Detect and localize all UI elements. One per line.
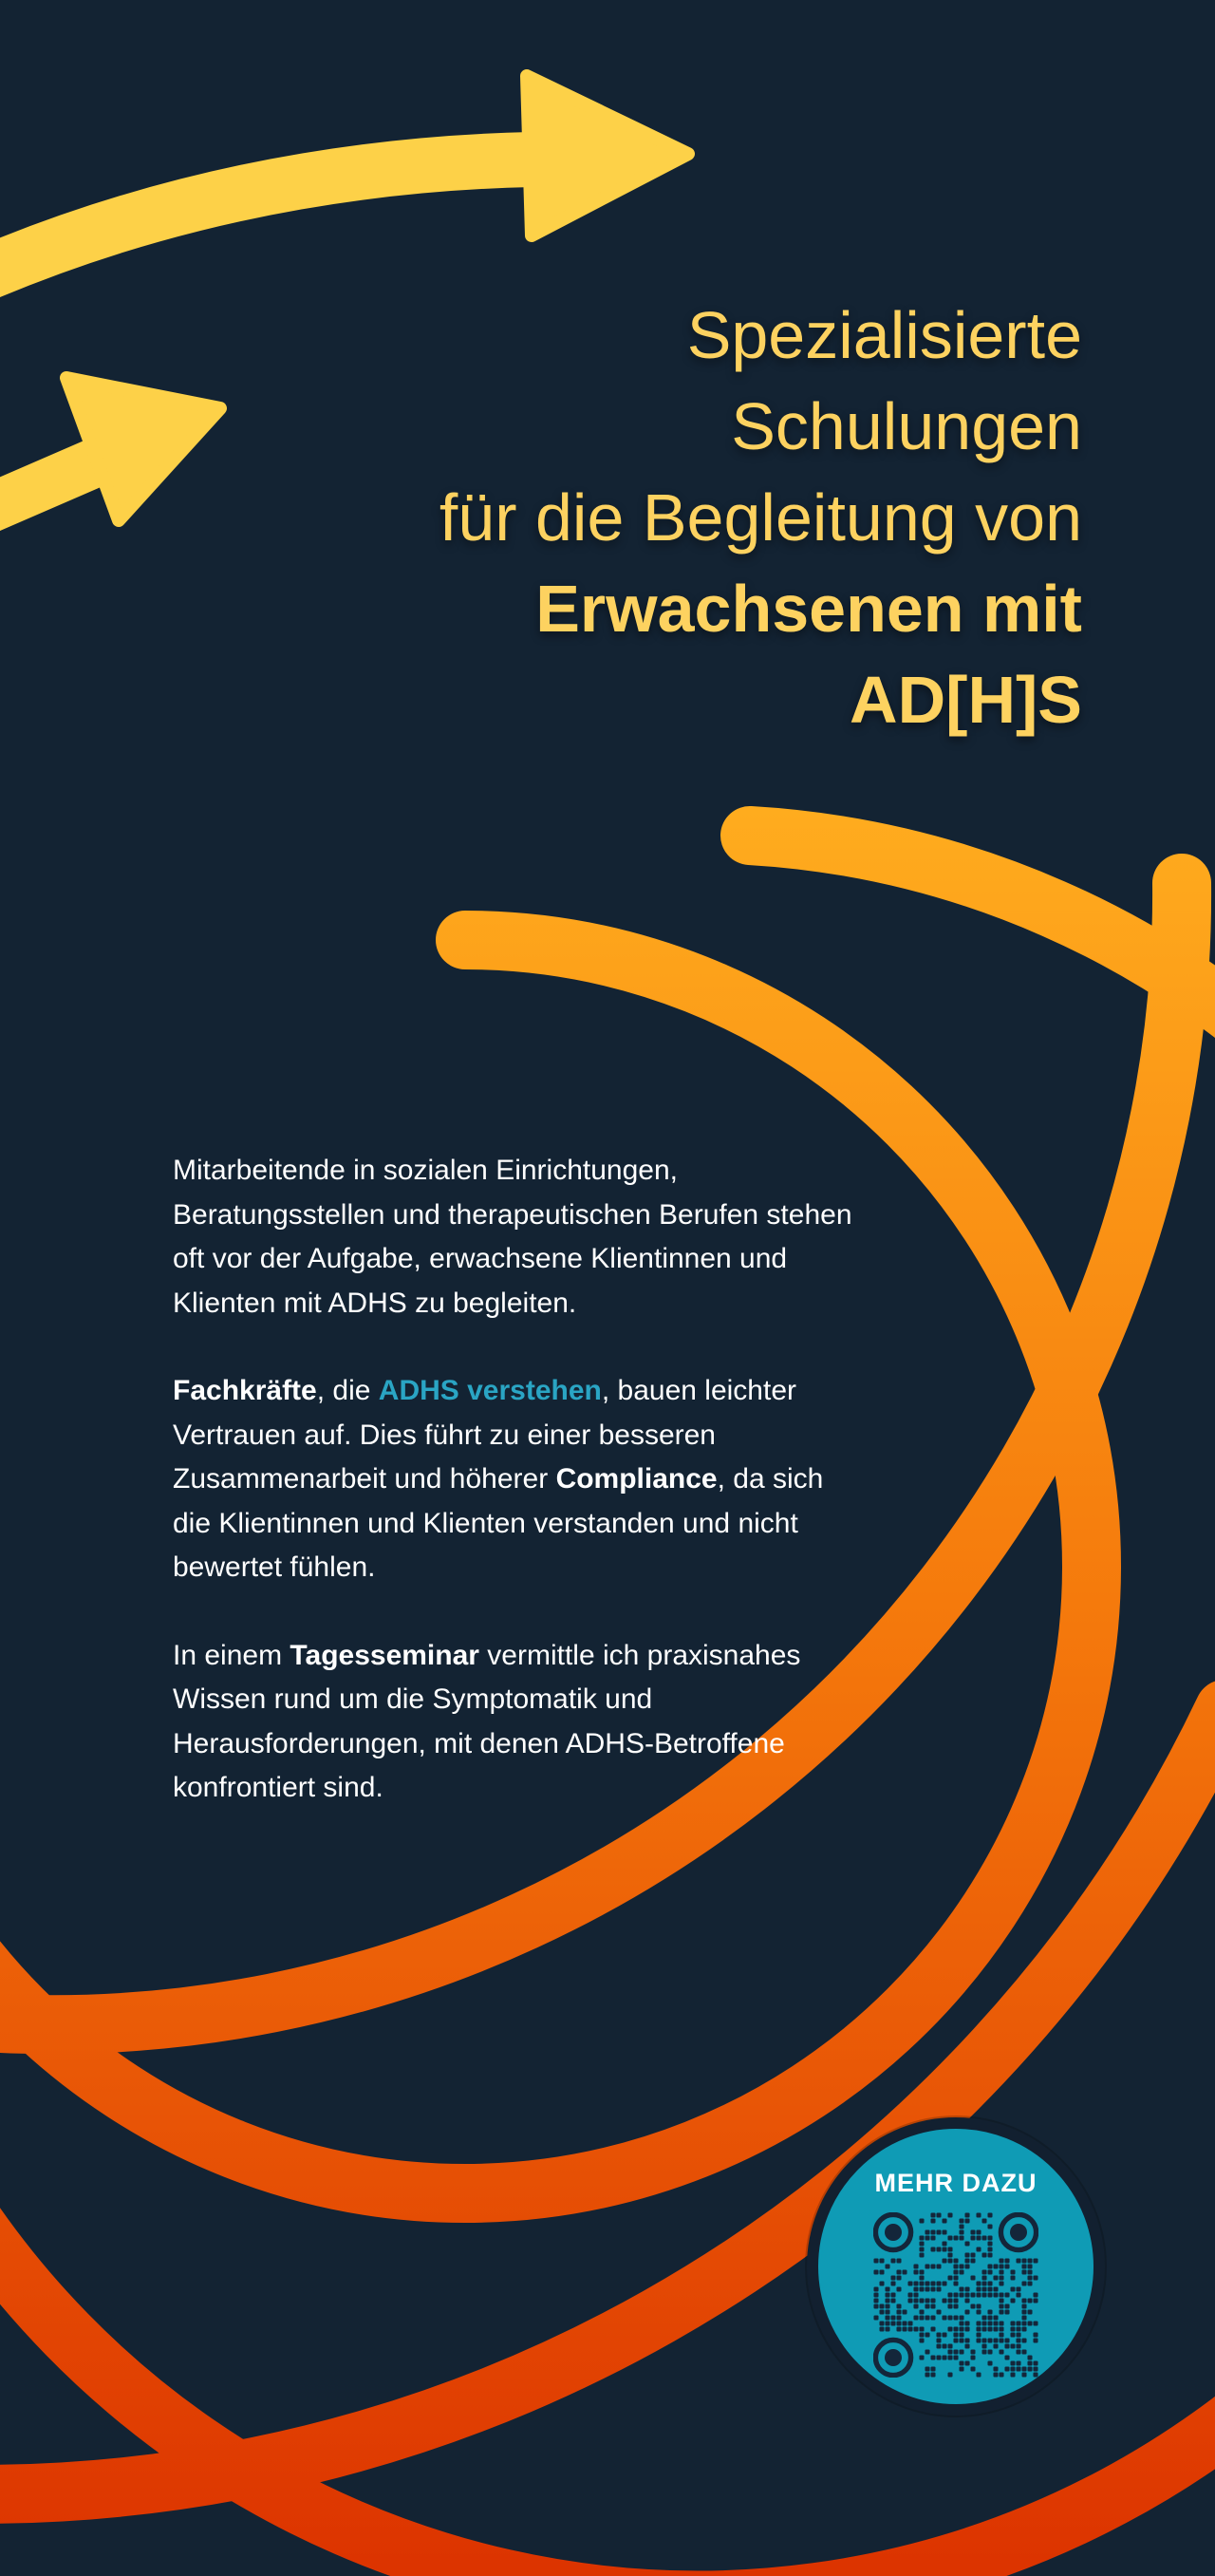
paragraph-benefits	[173, 1369, 856, 1590]
paragraph-benefits-text-1: , die	[316, 1375, 379, 1406]
headline-line-3: für die Begleitung von	[439, 480, 1082, 555]
qr-code-icon[interactable]	[873, 2212, 1038, 2378]
term-compliance: Compliance	[555, 1463, 718, 1495]
arrow-top-icon	[0, 76, 688, 275]
highlight-adhs-verstehen: ADHS verstehen	[378, 1375, 602, 1406]
paragraph-intro: Mitarbeitende in sozialen Einrichtungen, Beratungsstellen und therapeutischen Berufen stehen oft vor der Aufgabe, erwachsene Klientinnen und Klienten mit ADHS zu begleiten.	[173, 1155, 852, 1319]
headline-line-4: Erwachsenen mit	[535, 572, 1082, 646]
headline	[133, 290, 1082, 745]
term-fachkraefte: Fachkräfte	[173, 1375, 317, 1406]
paragraph-benefits-text-2: , bauen leichter Vertrauen auf. Dies führt zu einer besseren Zusammenarbeit und höherer	[173, 1375, 796, 1495]
headline-line-2: Schulungen	[731, 389, 1082, 463]
paragraph-seminar-text-1: In einem	[173, 1639, 290, 1671]
paragraph-seminar-text-2: vermittle ich praxisnahes Wissen rund um die Symptomatik und Herausforderungen, mit denen ADHS-Betroffene konfrontiert sind.	[173, 1639, 801, 1803]
qr-badge[interactable]	[807, 2117, 1105, 2416]
paragraph-seminar	[173, 1634, 856, 1811]
headline-line-1: Spezialisierte	[686, 298, 1082, 372]
qr-badge-label: MEHR DAZU	[874, 2169, 1037, 2197]
headline-line-5: AD[H]S	[850, 663, 1082, 737]
paragraph-benefits-text-3: , da sich die Klientinnen und Klienten verstanden und nicht bewertet fühlen.	[173, 1463, 824, 1583]
term-tagesseminar: Tagesseminar	[290, 1639, 479, 1671]
body-text	[173, 1149, 856, 1854]
